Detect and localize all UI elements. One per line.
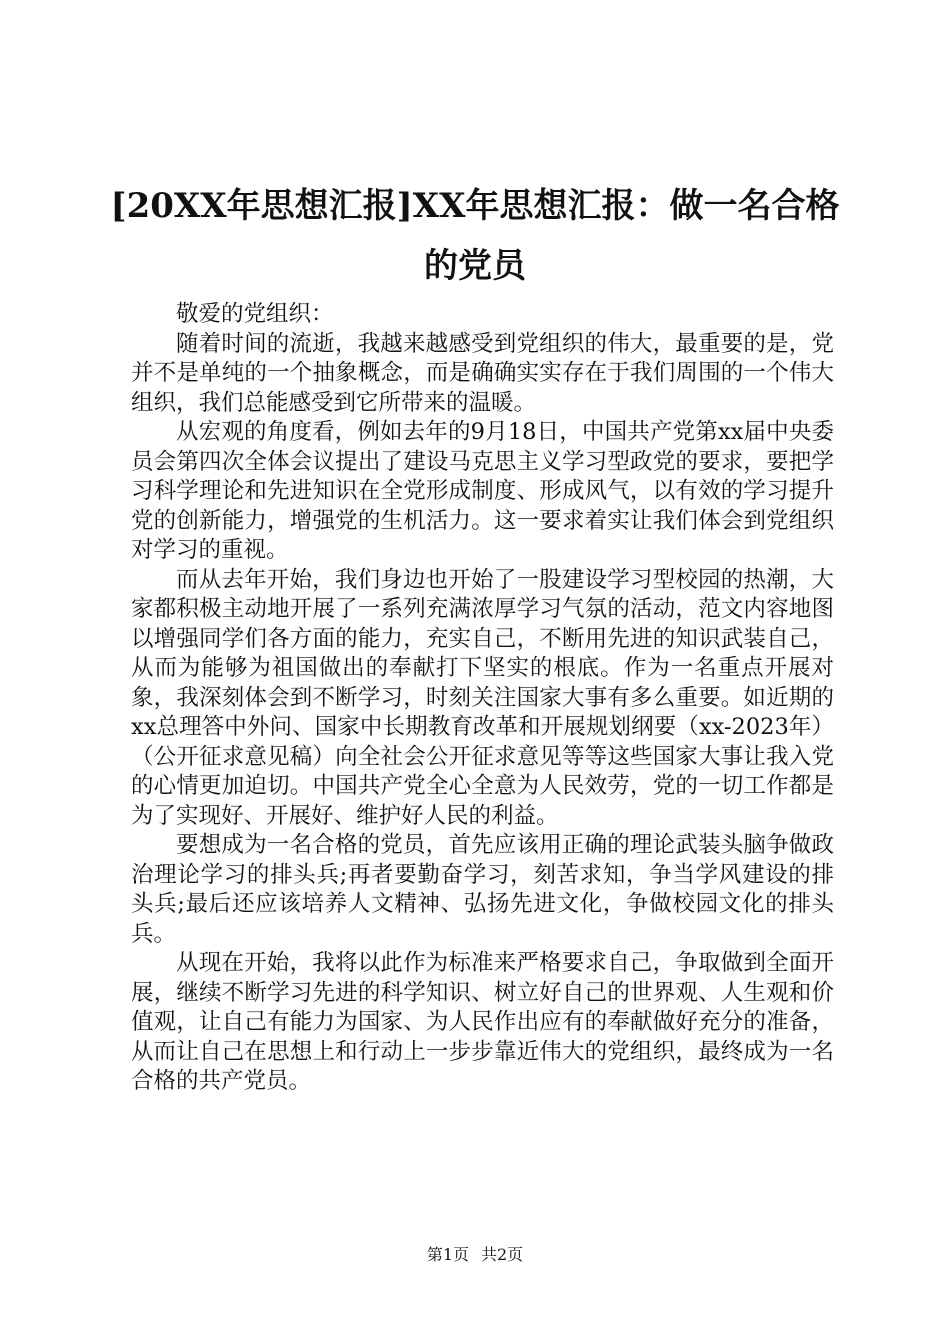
page-total: 共2页: [481, 1245, 524, 1264]
page-footer: [0, 1244, 950, 1266]
paragraph: 从宏观的角度看，例如去年的9月18日，中国共产党第xx届中央委员会第四次全体会议提出了建设马克思主义学习型政党的要求，要把学习科学理论和先进知识在全党形成制度、形成风气，以有效的学习提升党的创新能力，增强党的生机活力。这一要求着实让我们体会到党组织对学习的重视。: [131, 419, 834, 563]
document-title: [20XX年思想汇报]XX年思想汇报：做一名合格的党员: [110, 186, 840, 286]
paragraph: 随着时间的流逝，我越来越感受到党组织的伟大，最重要的是，党并不是单纯的一个抽象概念，而是确确实实存在于我们周围的一个伟大组织，我们总能感受到它所带来的温暖。: [131, 330, 834, 416]
document-body: [131, 300, 834, 1097]
salutation: 敬爱的党组织：: [176, 301, 334, 327]
paragraph: 要想成为一名合格的党员，首先应该用正确的理论武装头脑争做政治理论学习的排头兵;再者要勤奋学习，刻苦求知，争当学风建设的排头兵;最后还应该培养人文精神、弘扬先进文化，争做校园文化的排头兵。: [131, 832, 834, 947]
page-number: 第1页: [426, 1245, 469, 1264]
paragraph: 而从去年开始，我们身边也开始了一股建设学习型校园的热潮，大家都积极主动地开展了一系列充满浓厚学习气氛的活动，范文内容地图以增强同学们各方面的能力，充实自己，不断用先进的知识武装自己，从而为能够为祖国做出的奉献打下坚实的根底。作为一名重点开展对象，我深刻体会到不断学习，时刻关注国家大事有多么重要。如近期的xx总理答中外问、国家中长期教育改革和开展规划纲要（xx-2023年）（公开征求意见稿）向全社会公开征求意见等等这些国家大事让我入党的心情更加迫切。中国共产党全心全意为人民效劳，党的一切工作都是为了实现好、开展好、维护好人民的利益。: [131, 566, 834, 829]
paragraph: 从现在开始，我将以此作为标准来严格要求自己，争取做到全面开展，继续不断学习先进的科学知识、树立好自己的世界观、人生观和价值观，让自己有能力为国家、为人民作出应有的奉献做好充分的准备，从而让自己在思想上和行动上一步步靠近伟大的党组织，最终成为一名合格的共产党员。: [131, 950, 834, 1094]
